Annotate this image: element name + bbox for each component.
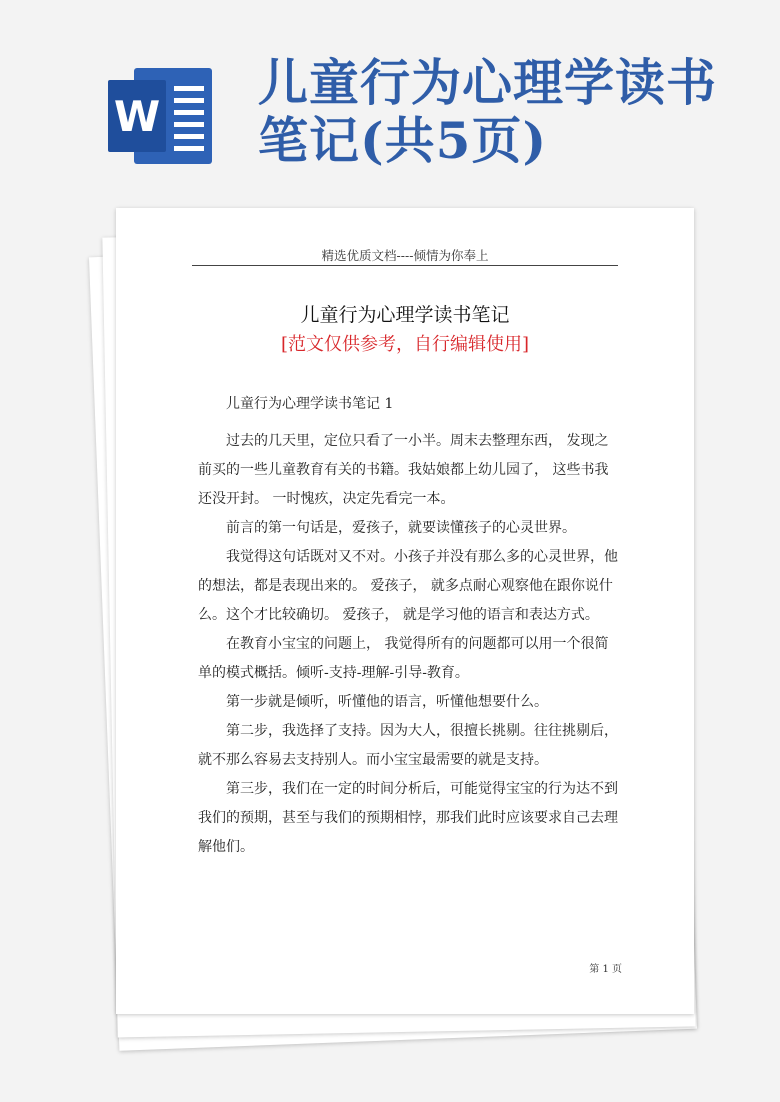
banner-title: 儿童行为心理学读书笔记(共5页) bbox=[258, 53, 717, 170]
paragraph: 第一步就是倾听，听懂他的语言，听懂他想要什么。 bbox=[226, 694, 548, 710]
word-icon-line bbox=[174, 146, 204, 151]
word-icon-line bbox=[174, 86, 204, 91]
word-icon-letter: W bbox=[108, 80, 166, 152]
paragraph: 在教育小宝宝的问题上， 我觉得所有的问题都可以用一个很简单的模式概括。倾听-支持-理解-引导-教育。 bbox=[198, 636, 609, 681]
paragraph: 第三步，我们在一定的时间分析后，可能觉得宝宝的行为达不到我们的预期，甚至与我们的预期相悖，那我们此时应该要求自己去理解他们。 bbox=[198, 781, 618, 855]
document-body bbox=[198, 390, 622, 862]
header-divider bbox=[192, 265, 618, 266]
paragraph: 第二步，我选择了支持。因为大人，很擅长挑剔。往往挑剔后，就不那么容易去支持别人。而小宝宝最需要的就是支持。 bbox=[198, 723, 618, 768]
document-subtitle: [范文仅供参考，自行编辑使用] bbox=[280, 334, 530, 355]
document-title: 儿童行为心理学读书笔记 bbox=[300, 304, 510, 326]
page-number: 第 1 页 bbox=[589, 964, 622, 975]
banner bbox=[0, 0, 780, 200]
section-heading: 儿童行为心理学读书笔记 1 bbox=[226, 396, 394, 412]
word-icon-line bbox=[174, 98, 204, 103]
paragraph: 前言的第一句话是，爱孩子，就要读懂孩子的心灵世界。 bbox=[226, 520, 576, 536]
paragraph: 过去的几天里，定位只看了一小半。周末去整理东西， 发现之前买的一些儿童教育有关的书籍。我姑娘都上幼儿园了， 这些书我还没开封。 一时愧疚，决定先看完一本。 bbox=[198, 433, 609, 507]
paragraph: 我觉得这句话既对又不对。小孩子并没有那么多的心灵世界，他的想法，都是表现出来的。 爱孩子， 就多点耐心观察他在跟你说什么。这个才比较确切。 爱孩子， 就是学习他的语言和表达方式。 bbox=[198, 549, 618, 623]
word-icon-line bbox=[174, 134, 204, 139]
document-page bbox=[116, 208, 694, 1014]
word-icon-line bbox=[174, 110, 204, 115]
page-header: 精选优质文档----倾情为你奉上 bbox=[321, 248, 489, 263]
word-document-icon bbox=[108, 68, 212, 164]
word-icon-line bbox=[174, 122, 204, 127]
